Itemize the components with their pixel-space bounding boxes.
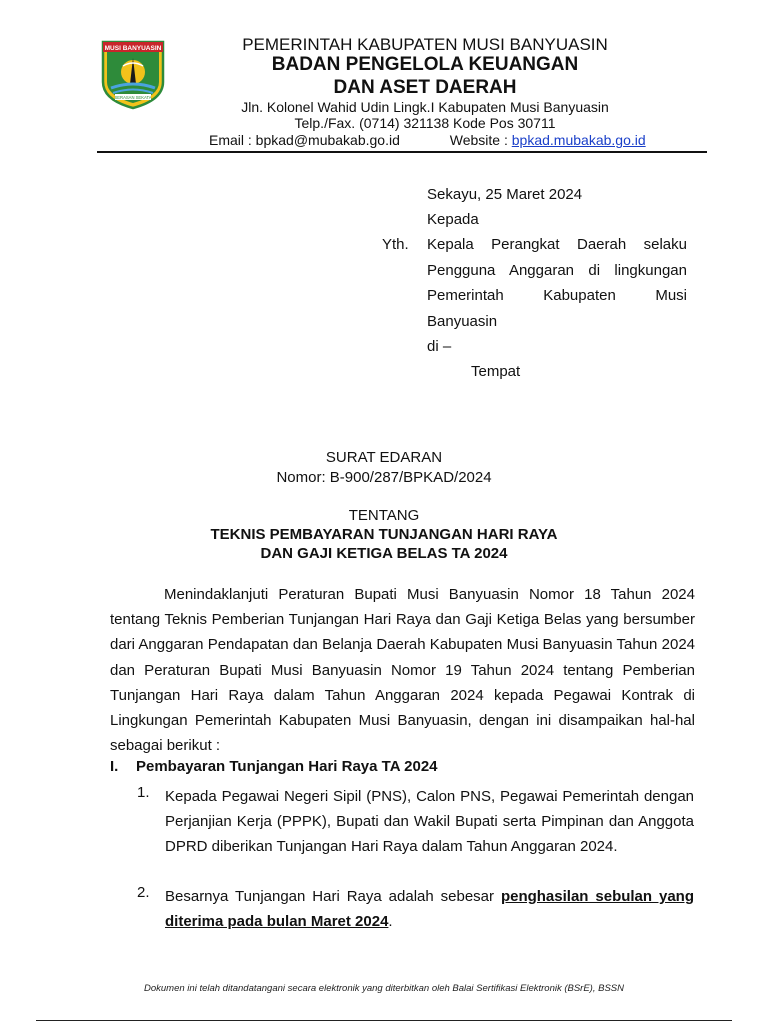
recipient-line6: Tempat xyxy=(471,363,521,380)
letter-type: SURAT EDARAN xyxy=(325,449,443,466)
agency-phone: Telp./Fax. (0714) 321138 Kode Pos 30711 xyxy=(294,115,556,131)
list-item-text xyxy=(165,884,694,934)
email-text: Email : bpkad@mubakab.go.id xyxy=(209,132,400,148)
regency-logo xyxy=(97,38,169,110)
recipient-line5: di – xyxy=(427,338,452,355)
list-item-number: 1. xyxy=(137,784,150,801)
list-item-text: Kepada Pegawai Negeri Sipil (PNS), Calon PNS, Pegawai Pemerintah dengan Perjanjian Kerja (PPPK), Bupati dan Wakil Bupati serta Pimpinan dan Anggota DPRD diberikan Tunjangan Hari Raya dalam Tahun Anggaran 2024. xyxy=(165,788,694,856)
contact-line xyxy=(209,132,646,148)
letter-subject-line2: DAN GAJI KETIGA BELAS TA 2024 xyxy=(260,545,508,562)
body-paragraph-text: Menindaklanjuti Peraturan Bupati Musi Banyuasin Nomor 18 Tahun 2024 tentang Teknis Pemberian Tunjangan Hari Raya dan Gaji Ketiga Belas yang bersumber dari Anggaran Pendapatan dan Belanja Daerah Kabupaten Musi Banyuasin Tahun 2024 dan Peraturan Bupati Musi Banyuasin Nomor 19 Tahun 2024 tentang Pemberian Tunjangan Hari Raya dalam Tahun Anggaran 2024 kepada Pegawai Kontrak di Lingkungan Pemerintah Kabupaten Musi Banyuasin, dengan ini disampaikan hal-hal sebagai berikut : xyxy=(110,586,695,755)
place-date: Sekayu, 25 Maret 2024 xyxy=(427,186,583,203)
recipient-line1: Kepala Perangkat Daerah selaku xyxy=(427,236,687,253)
letter-number: Nomor: B-900/287/BPKAD/2024 xyxy=(276,469,492,486)
footer-divider xyxy=(36,1020,732,1021)
body-paragraph xyxy=(110,582,695,758)
website-label: Website : xyxy=(449,132,508,148)
section-title: Pembayaran Tunjangan Hari Raya TA 2024 xyxy=(136,758,438,775)
government-name: PEMERINTAH KABUPATEN MUSI BANYUASIN xyxy=(242,35,608,54)
letter-about: TENTANG xyxy=(348,507,420,524)
agency-name-line2: DAN ASET DAERAH xyxy=(333,77,517,98)
recipient-yth: Yth. xyxy=(382,236,409,253)
recipient-line3: Pemerintah Kabupaten Musi xyxy=(427,287,687,304)
logo-motto: SERASAN SEKATA xyxy=(114,95,152,100)
letter-subject-line1: TEKNIS PEMBAYARAN TUNJANGAN HARI RAYA xyxy=(210,526,558,543)
website-link[interactable]: bpkad.mubakab.go.id xyxy=(511,132,646,148)
list-item-emphasis: penghasilan sebulan yang diterima pada bulan Maret 2024 xyxy=(165,888,695,931)
e-signature-note: Dokumen ini telah ditandatangani secara elektronik yang diterbitkan oleh Balai Sertifikasi Elektronik (BSrE), BSSN xyxy=(144,983,624,994)
letterhead-divider xyxy=(97,151,707,153)
recipient-line4: Banyuasin xyxy=(427,313,498,330)
logo-text: MUSI BANYUASIN xyxy=(104,45,162,52)
list-item-text-end: . xyxy=(388,913,393,931)
list-item-number: 2. xyxy=(137,884,150,901)
section-number: I. xyxy=(110,758,119,775)
recipient-kepada: Kepada xyxy=(427,211,479,228)
agency-address: Jln. Kolonel Wahid Udin Lingk.I Kabupaten Musi Banyuasin xyxy=(241,99,609,115)
recipient-line2: Pengguna Anggaran di lingkungan xyxy=(427,262,687,279)
agency-name-line1: BADAN PENGELOLA KEUANGAN xyxy=(271,54,579,75)
list-item-text-plain: Besarnya Tunjangan Hari Raya adalah sebesar xyxy=(165,888,501,905)
